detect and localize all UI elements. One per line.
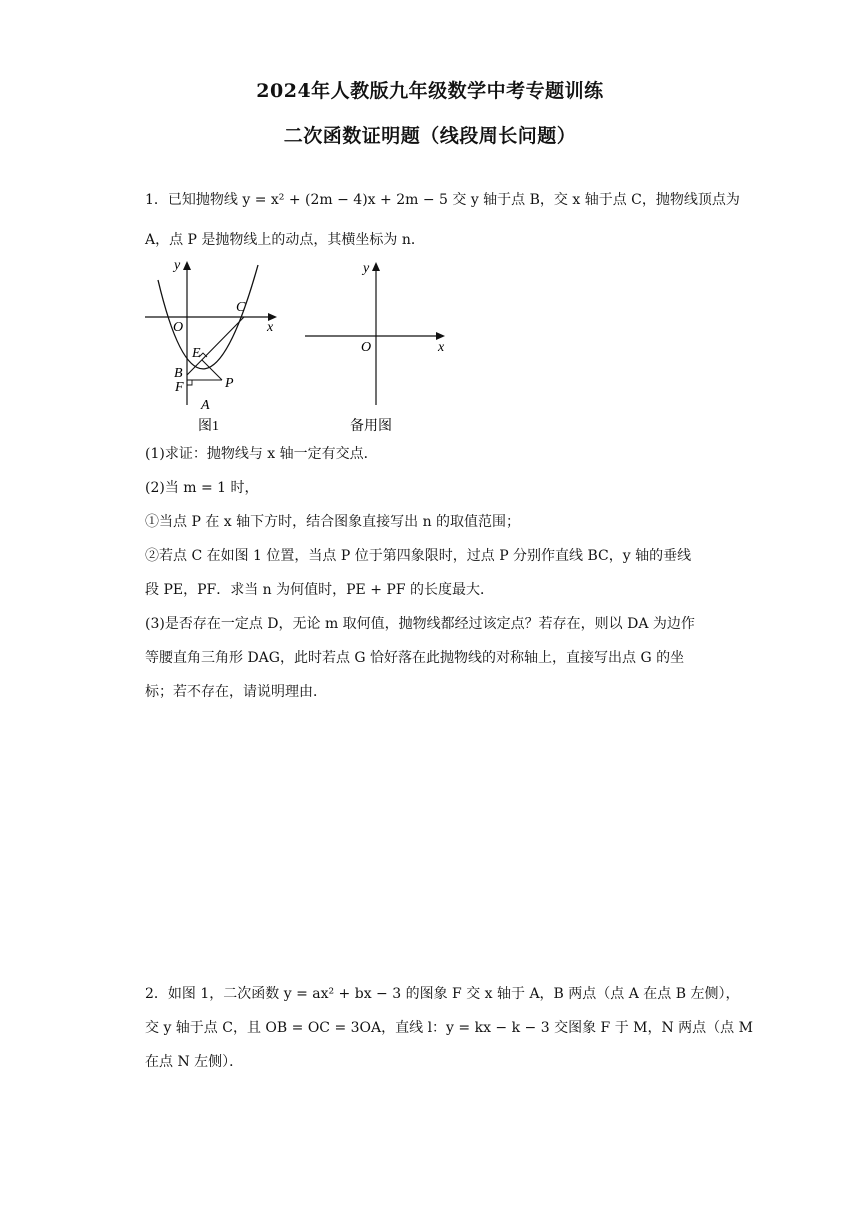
fig1-label-o: O: [173, 320, 184, 335]
q1-stem-line2: A，点 P 是抛物线上的动点，其横坐标为 n．: [145, 232, 425, 248]
q2-stem-line3: 在点 N 左侧）．: [145, 1054, 244, 1070]
q1-part1: (1)求证：抛物线与 x 轴一定有交点．: [145, 446, 378, 462]
fig1-label-x: x: [267, 320, 274, 335]
q1-stem-line1: 1．已知抛物线 y = x² + (2m − 4)x + 2m − 5 交 y 轴于点 B，交 x 轴于点 C，抛物线顶点为: [145, 192, 740, 208]
fig1-label-e: E: [192, 346, 201, 361]
fig1-label-f: F: [175, 380, 184, 395]
fig1-label-p: P: [225, 376, 234, 391]
fig1-label-c: C: [236, 300, 246, 315]
fig2-caption: 备用图: [350, 419, 392, 434]
q2-stem-line1: 2．如图 1，二次函数 y = ax² + bx − 3 的图象 F 交 x 轴于 A，B 两点（点 A 在点 B 左侧），: [145, 986, 740, 1002]
fig1-label-y: y: [174, 258, 181, 273]
q1-part3a: (3)是否存在一定点 D，无论 m 取何值，抛物线都经过该定点？若存在，则以 DA 为边作: [145, 616, 695, 632]
fig2-label-x: x: [438, 340, 445, 355]
fig1-caption: 图1: [198, 419, 219, 434]
q1-part2-1: ①当点 P 在 x 轴下方时，结合图象直接写出 n 的取值范围；: [145, 514, 521, 530]
y-axis-arrow: [372, 262, 380, 271]
x-axis-arrow: [436, 332, 445, 340]
fig1-label-b: B: [174, 366, 183, 381]
q1-part3c: 标；若不存在，请说明理由．: [145, 684, 327, 700]
fig2-label-o: O: [361, 340, 372, 355]
figure-backup: [300, 255, 460, 440]
figure-1: [140, 255, 290, 440]
q1-part2-2b: 段 PE，PF．求当 n 为何值时，PE + PF 的长度最大．: [145, 582, 494, 598]
q1-part2: (2)当 m = 1 时，: [145, 480, 259, 496]
q2-stem-line2: 交 y 轴于点 C，且 OB = OC = 3OA，直线 l：y = kx − k − 3 交图象 F 于 M，N 两点（点 M: [145, 1020, 753, 1036]
right-angle-f: [187, 380, 192, 385]
doc-subtitle: 二次函数证明题（线段周长问题）: [283, 125, 577, 147]
segment-pe: [202, 360, 222, 380]
fig2-label-y: y: [363, 261, 370, 276]
doc-title: 2024年人教版九年级数学中考专题训练: [256, 80, 604, 102]
y-axis-arrow: [183, 261, 191, 270]
fig1-label-a: A: [201, 398, 210, 413]
q1-part3b: 等腰直角三角形 DAG，此时若点 G 恰好落在此抛物线的对称轴上，直接写出点 G 的坐: [145, 650, 685, 666]
q1-part2-2a: ②若点 C 在如图 1 位置，当点 P 位于第四象限时，过点 P 分别作直线 BC，y 轴的垂线: [145, 548, 692, 564]
